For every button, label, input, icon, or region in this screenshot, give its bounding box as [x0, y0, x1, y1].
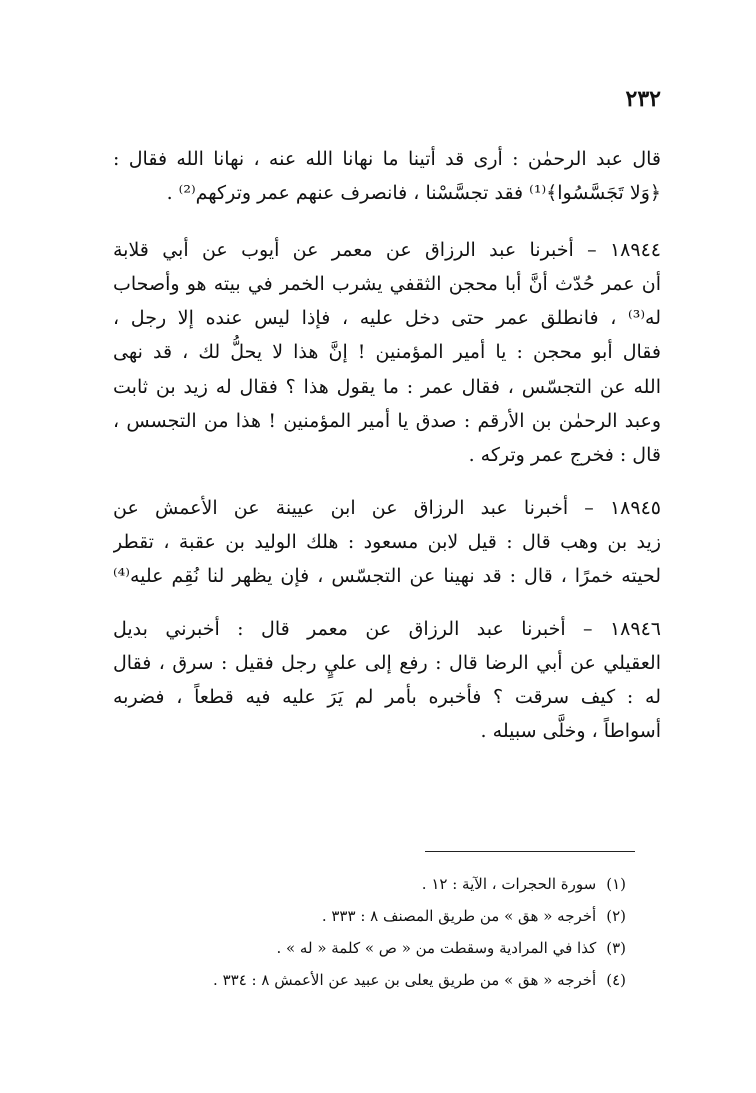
text-line: فقال أبو محجن : يا أمير المؤمنين ! إنَّ هذا لا يحلُّ لك ، قد نهى — [113, 341, 661, 364]
paragraph — [113, 142, 661, 211]
footnote-number: (١) — [606, 875, 626, 893]
text-line: قال : فخرج عمر وتركه . — [468, 444, 661, 467]
paragraph — [113, 233, 661, 473]
footnote-number: (٤) — [606, 971, 626, 989]
footnotes — [106, 868, 626, 996]
text-line: وعبد الرحمٰن بن الأرقم : صدق يا أمير المؤمنين ! هذا من التجسس ، — [113, 410, 661, 433]
text-line: الله عن التجسّس ، فقال عمر : ما يقول هذا ؟ فقال له زيد بن ثابت — [113, 375, 661, 398]
text-line: له⁽³⁾ ، فانطلق عمر حتى دخل عليه ، فإذا ليس عنده إلا رجل ، — [113, 307, 661, 330]
text-line: أن عمر حُدّث أنَّ أبا محجن الثقفي يشرب الخمر في بيته هو وأصحاب — [113, 272, 661, 295]
page-number: ٢٣٢ — [625, 86, 661, 112]
footnote-text: أخرجه « هق » من طريق يعلى بن عبيد عن الأعمش ٨ : ٣٣٤ . — [213, 971, 597, 989]
text-line: زيد بن وهب قال : قيل لابن مسعود : هلك الوليد بن عقبة ، تقطر — [113, 530, 661, 553]
text-line: ١٨٩٤٥ – أخبرنا عبد الرزاق عن ابن عيينة عن الأعمش عن — [113, 496, 661, 519]
footnote — [106, 964, 626, 996]
main-text — [113, 142, 661, 767]
footnote-text: أخرجه « هق » من طريق المصنف ٨ : ٣٣٣ . — [321, 907, 597, 925]
text-line: أسواطاً ، وخلَّى سبيله . — [480, 720, 661, 743]
footnote-text: كذا في المرادية وسقطت من « ص » كلمة « له » . — [276, 939, 597, 957]
footnote-text: سورة الحجرات ، الآية : ١٢ . — [421, 875, 597, 893]
paragraph — [113, 491, 661, 594]
paragraph — [113, 612, 661, 749]
footnote-divider — [425, 851, 635, 852]
footnote-number: (٢) — [606, 907, 626, 925]
footnote — [106, 932, 626, 964]
text-line: العقيلي عن أبي الرضا قال : رفع إلى عليٍ رجل فقيل : سرق ، فقال — [113, 651, 661, 674]
text-line: ١٨٩٤٤ – أخبرنا عبد الرزاق عن معمر عن أيوب عن أبي قلابة — [113, 238, 661, 261]
text-line: ١٨٩٤٦ – أخبرنا عبد الرزاق عن معمر قال : أخبرني بديل — [113, 617, 661, 640]
text-line: لحيته خمرًا ، قال : قد نهينا عن التجسّس ، فإن يظهر لنا نُقِم عليه⁽⁴⁾ — [113, 565, 661, 588]
footnote-number: (٣) — [606, 939, 626, 957]
text-line: قال عبد الرحمٰن : أرى قد أتينا ما نهانا الله عنه ، نهانا الله فقال : — [113, 148, 661, 170]
text-line: له : كيف سرقت ؟ فأخبره بأمر لم يَرَ عليه فيه قطعاً ، فضربه — [113, 686, 661, 709]
footnote — [106, 868, 626, 900]
footnote — [106, 900, 626, 932]
text-line: ﴿وَلا تَجَسَّسُوا﴾⁽¹⁾ فقد تجسَّسْنا ، فانصرف عنهم عمر وتركهم⁽²⁾ . — [166, 182, 661, 205]
